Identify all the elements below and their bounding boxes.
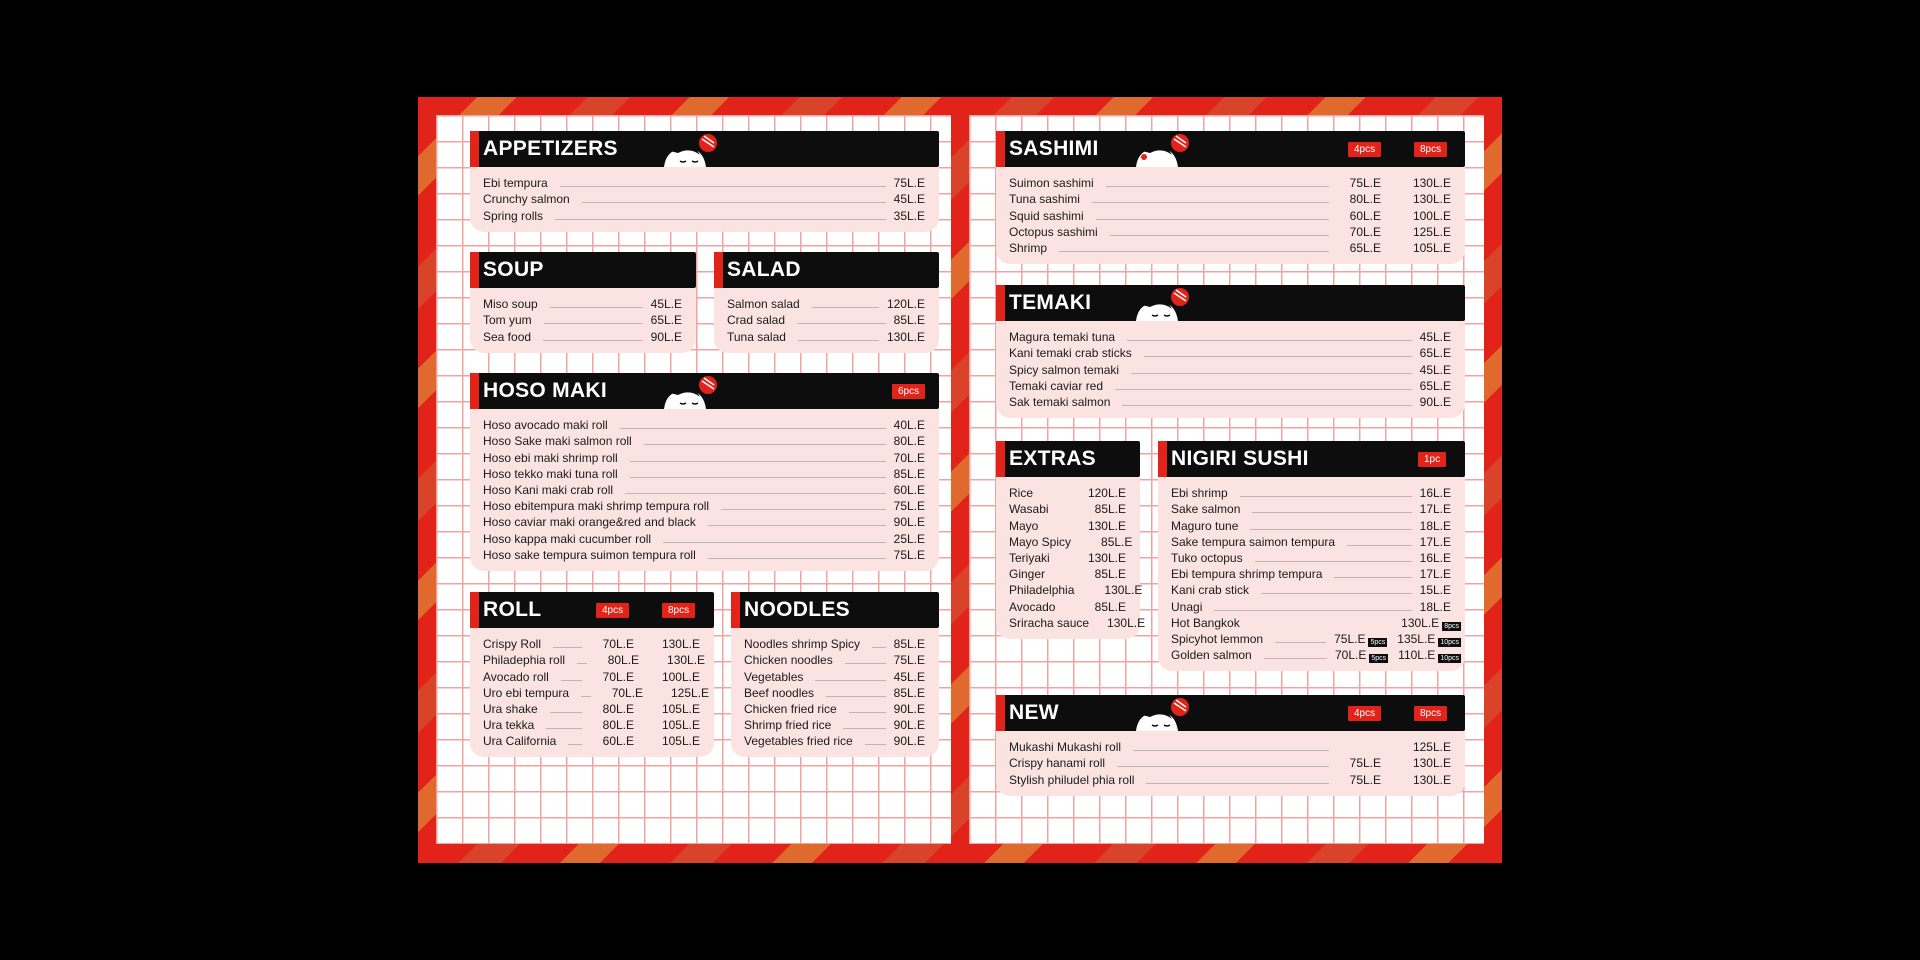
- menu-item: [1171, 566, 1451, 582]
- item-price: 70L.E: [1335, 648, 1367, 663]
- item-name: Hot Bangkok: [1171, 615, 1240, 630]
- item-price: 130L.E: [1412, 192, 1451, 207]
- item-price: 65L.E: [1349, 240, 1381, 255]
- menu-item: [1009, 739, 1451, 755]
- header-stripe: [731, 592, 740, 628]
- item-price: 70L.E: [602, 637, 634, 652]
- item-price: 35L.E: [893, 208, 925, 223]
- portion-tag: 8pcs: [662, 603, 695, 618]
- menu-item: [483, 530, 925, 546]
- menu-spread: [418, 97, 1502, 863]
- menu-item: [483, 417, 925, 433]
- menu-item: [483, 175, 925, 191]
- item-price: 105L.E: [661, 734, 700, 749]
- item-price: 75L.E: [893, 653, 925, 668]
- item-name: Mayo: [1009, 518, 1039, 533]
- menu-item: [1009, 378, 1451, 394]
- item-name: Shrimp fried rice: [744, 718, 832, 733]
- menu-item: [483, 328, 682, 344]
- item-name: Crad salad: [727, 313, 786, 328]
- item-name: Spicy salmon temaki: [1009, 362, 1120, 377]
- menu-item: [483, 296, 682, 312]
- item-price: 125L.E: [1412, 740, 1451, 755]
- item-name: Salmon salad: [727, 297, 800, 312]
- header-stripe: [1158, 441, 1167, 477]
- item-price: 90L.E: [650, 329, 682, 344]
- menu-item: [483, 433, 925, 449]
- item-name: Golden salmon: [1171, 648, 1252, 663]
- item-price: 45L.E: [1419, 362, 1451, 377]
- nigiri-section: [1158, 441, 1465, 671]
- extras-list: [996, 477, 1146, 639]
- section-title: SOUP: [483, 258, 544, 281]
- item-price: 80L.E: [1349, 192, 1381, 207]
- section-title: EXTRAS: [1009, 447, 1096, 470]
- item-price: 17L.E: [1419, 567, 1451, 582]
- item-name: Ebi shrimp: [1171, 486, 1228, 501]
- menu-item: [1009, 517, 1126, 533]
- item-price: 60L.E: [1349, 208, 1381, 223]
- temaki-header: [996, 285, 1465, 321]
- soup-header: [470, 252, 696, 288]
- menu-item: [483, 449, 925, 465]
- item-price: 85L.E: [1094, 599, 1126, 614]
- menu-item: [744, 685, 925, 701]
- item-name: Crispy hanami roll: [1009, 756, 1106, 771]
- portion-badge: 5pcs: [1371, 655, 1387, 663]
- item-price: 70L.E: [1349, 224, 1381, 239]
- menu-item: [1009, 534, 1133, 550]
- item-name: Maguro tune: [1171, 518, 1239, 533]
- salad-header: [714, 252, 939, 288]
- menu-item: [483, 685, 710, 701]
- item-name: Vegetables fried rice: [744, 734, 853, 749]
- item-price: 45L.E: [650, 297, 682, 312]
- noodles-list: [731, 628, 939, 757]
- menu-item: [483, 191, 925, 207]
- menu-item: [483, 466, 925, 482]
- portion-tag: 8pcs: [1414, 142, 1447, 157]
- item-price: 130L.E: [661, 637, 700, 652]
- temaki-section: [996, 285, 1465, 418]
- extras-header: [996, 441, 1140, 477]
- menu-item: [483, 514, 925, 530]
- item-name: Noodles shrimp Spicy: [744, 637, 861, 652]
- roll-section: [470, 592, 714, 757]
- item-name: Ura shake: [483, 701, 538, 716]
- item-price: 90L.E: [893, 515, 925, 530]
- item-name: Ebi tempura: [483, 176, 548, 191]
- item-price: 100L.E: [661, 669, 700, 684]
- noodles-header: [731, 592, 939, 628]
- appetizers-header: [470, 131, 939, 167]
- item-price: 130L.E: [1104, 583, 1143, 598]
- menu-item: [1171, 517, 1451, 533]
- menu-item: [744, 717, 925, 733]
- menu-item: [1009, 755, 1451, 771]
- menu-item: [1009, 615, 1146, 631]
- item-name: Philadelphia: [1009, 583, 1075, 598]
- menu-item: [1009, 394, 1451, 410]
- soup-list: [470, 288, 696, 353]
- portion-tag: 8pcs: [1414, 706, 1447, 721]
- item-name: Ginger: [1009, 567, 1046, 582]
- item-name: Kani crab stick: [1171, 583, 1250, 598]
- appetizers-section: [470, 131, 939, 232]
- sashimi-header: [996, 131, 1465, 167]
- item-price: 17L.E: [1419, 502, 1451, 517]
- header-stripe: [714, 252, 723, 288]
- item-price: 75L.E: [893, 176, 925, 191]
- menu-item: [744, 668, 925, 684]
- item-price: 65L.E: [1419, 346, 1451, 361]
- mascot-icon: [1122, 695, 1192, 731]
- item-price: 120L.E: [886, 297, 925, 312]
- item-name: Magura temaki tuna: [1009, 330, 1116, 345]
- item-name: Chicken fried rice: [744, 701, 837, 716]
- item-price: 17L.E: [1419, 534, 1451, 549]
- header-stripe: [996, 441, 1005, 477]
- header-stripe: [470, 592, 479, 628]
- menu-item: [1009, 224, 1451, 240]
- mascot-icon: [650, 131, 720, 167]
- noodles-section: [731, 592, 939, 757]
- item-name: Mayo Spicy: [1009, 534, 1072, 549]
- temaki-list: [996, 321, 1465, 418]
- header-stripe: [996, 131, 1005, 167]
- item-price: 65L.E: [1419, 378, 1451, 393]
- menu-item: [727, 312, 925, 328]
- item-name: Hoso kappa maki cucumber roll: [483, 531, 652, 546]
- item-name: Suimon sashimi: [1009, 176, 1094, 191]
- menu-item: [1009, 361, 1451, 377]
- item-name: Sake salmon: [1171, 502, 1241, 517]
- menu-item: [483, 701, 700, 717]
- item-price: 105L.E: [661, 718, 700, 733]
- item-name: Ura tekka: [483, 718, 535, 733]
- item-price: 80L.E: [893, 434, 925, 449]
- item-price: 90L.E: [893, 734, 925, 749]
- portion-badge: 10pcs: [1440, 638, 1459, 646]
- salad-list: [714, 288, 939, 353]
- item-price: 75L.E: [1349, 756, 1381, 771]
- item-name: Rice: [1009, 486, 1034, 501]
- header-stripe: [996, 695, 1005, 731]
- item-price: 45L.E: [1419, 330, 1451, 345]
- item-price: 85L.E: [1101, 534, 1133, 549]
- menu-item: [483, 482, 925, 498]
- item-price: 85L.E: [1094, 502, 1126, 517]
- salad-section: [714, 252, 939, 353]
- item-name: Octopus sashimi: [1009, 224, 1098, 239]
- item-price: 25L.E: [893, 531, 925, 546]
- sashimi-list: [996, 167, 1465, 264]
- item-name: Sake tempura saimon tempura: [1171, 534, 1336, 549]
- item-price: 70L.E: [611, 685, 644, 700]
- item-price: 120L.E: [1087, 486, 1126, 501]
- item-price: 70L.E: [893, 450, 925, 465]
- item-name: Hoso avocado maki roll: [483, 418, 608, 433]
- item-name: Tuna sashimi: [1009, 192, 1080, 207]
- item-price: 130L.E: [1107, 615, 1146, 630]
- menu-item: [744, 652, 925, 668]
- menu-item: [1171, 615, 1461, 631]
- menu-item: [1009, 501, 1126, 517]
- section-title: ROLL: [483, 598, 542, 621]
- menu-item: [1171, 534, 1451, 550]
- item-price: 85L.E: [893, 313, 925, 328]
- item-name: Uro ebi tempura: [483, 685, 570, 700]
- extras-section: [996, 441, 1146, 639]
- item-price: 70L.E: [602, 669, 634, 684]
- item-price: 40L.E: [893, 418, 925, 433]
- item-price: 80L.E: [607, 653, 640, 668]
- item-price: 130L.E: [1401, 615, 1440, 630]
- menu-item: [483, 207, 925, 223]
- menu-item: [1009, 485, 1126, 501]
- item-name: Unagi: [1171, 599, 1203, 614]
- item-price: 75L.E: [1334, 631, 1366, 646]
- item-price: 18L.E: [1419, 599, 1451, 614]
- menu-item: [483, 547, 925, 563]
- section-title: NEW: [1009, 701, 1059, 724]
- header-stripe: [470, 252, 479, 288]
- menu-item: [483, 733, 700, 749]
- menu-item: [1009, 345, 1451, 361]
- item-name: Tom yum: [483, 313, 532, 328]
- item-name: Temaki caviar red: [1009, 378, 1104, 393]
- menu-item: [744, 636, 925, 652]
- menu-item: [1009, 329, 1451, 345]
- menu-item: [483, 652, 706, 668]
- item-price: 80L.E: [602, 718, 634, 733]
- item-price: 130L.E: [1412, 772, 1451, 787]
- menu-item: [1171, 582, 1451, 598]
- item-name: Avocado roll: [483, 669, 549, 684]
- left-page: [436, 115, 951, 844]
- item-name: Teriyaki: [1009, 550, 1050, 565]
- item-name: Hoso tekko maki tuna roll: [483, 466, 618, 481]
- item-name: Vegetables: [744, 669, 804, 684]
- item-price: 125L.E: [1412, 224, 1451, 239]
- new-header: [996, 695, 1465, 731]
- item-name: Shrimp: [1009, 240, 1048, 255]
- item-name: Hoso Sake maki salmon roll: [483, 434, 632, 449]
- header-stripe: [996, 285, 1005, 321]
- item-price: 130L.E: [1087, 518, 1126, 533]
- section-title: SASHIMI: [1009, 137, 1099, 160]
- item-price: 105L.E: [661, 701, 700, 716]
- item-name: Beef noodles: [744, 685, 815, 700]
- item-price: 105L.E: [1412, 240, 1451, 255]
- item-price: 130L.E: [1087, 550, 1126, 565]
- item-name: Avocado: [1009, 599, 1056, 614]
- menu-item: [727, 296, 925, 312]
- item-name: Ebi tempura shrimp tempura: [1171, 567, 1323, 582]
- header-stripe: [470, 373, 479, 409]
- menu-item: [1171, 598, 1451, 614]
- soup-section: [470, 252, 696, 353]
- menu-item: [483, 668, 700, 684]
- mascot-icon: [650, 373, 720, 409]
- item-name: Tuko octopus: [1171, 550, 1243, 565]
- section-title: NOODLES: [744, 598, 850, 621]
- item-price: 90L.E: [893, 701, 925, 716]
- item-price: 60L.E: [893, 482, 925, 497]
- item-price: 130L.E: [1412, 756, 1451, 771]
- item-price: 135L.E: [1397, 631, 1436, 646]
- new-section: [996, 695, 1465, 796]
- item-price: 125L.E: [671, 685, 710, 700]
- item-price: 100L.E: [1412, 208, 1451, 223]
- portion-tag: 1pc: [1418, 452, 1446, 467]
- new-list: [996, 731, 1465, 796]
- mascot-icon: [1122, 285, 1192, 321]
- header-stripe: [470, 131, 479, 167]
- nigiri-list: [1158, 477, 1465, 671]
- item-price: 65L.E: [650, 313, 682, 328]
- item-price: 75L.E: [1349, 772, 1381, 787]
- item-price: 90L.E: [893, 718, 925, 733]
- item-name: Miso soup: [483, 297, 538, 312]
- menu-item: [1009, 598, 1126, 614]
- item-price: 15L.E: [1419, 583, 1451, 598]
- hoso-maki-list: [470, 409, 939, 571]
- portion-badge: 8pcs: [1444, 622, 1459, 630]
- menu-item: [1171, 631, 1461, 647]
- item-price: 90L.E: [1419, 394, 1451, 409]
- item-name: Sak temaki salmon: [1009, 394, 1111, 409]
- menu-item: [1009, 566, 1126, 582]
- menu-item: [744, 701, 925, 717]
- item-price: 75L.E: [893, 499, 925, 514]
- item-price: 75L.E: [893, 547, 925, 562]
- mascot-icon: [1122, 131, 1192, 167]
- item-name: Hoso ebitempura maki shrimp tempura roll: [483, 499, 710, 514]
- portion-badge: 5pcs: [1370, 638, 1386, 646]
- menu-item: [483, 312, 682, 328]
- item-name: Wasabi: [1009, 502, 1049, 517]
- item-price: 45L.E: [893, 192, 925, 207]
- menu-item: [1171, 550, 1451, 566]
- item-name: Spicyhot lemmon: [1171, 631, 1264, 646]
- item-price: 85L.E: [893, 685, 925, 700]
- nigiri-header: [1158, 441, 1465, 477]
- item-name: Ura California: [483, 734, 557, 749]
- appetizers-list: [470, 167, 939, 232]
- portion-tag: 4pcs: [1348, 706, 1381, 721]
- item-name: Hoso Kani maki crab roll: [483, 482, 614, 497]
- section-title: NIGIRI SUSHI: [1171, 447, 1309, 470]
- right-page: [969, 115, 1484, 844]
- item-price: 130L.E: [1412, 176, 1451, 191]
- item-name: Stylish philudel phia roll: [1009, 772, 1135, 787]
- hoso-maki-header: [470, 373, 939, 409]
- section-title: SALAD: [727, 258, 801, 281]
- item-price: 85L.E: [893, 637, 925, 652]
- section-title: HOSO MAKI: [483, 379, 608, 402]
- item-price: 18L.E: [1419, 518, 1451, 533]
- item-price: 85L.E: [1094, 567, 1126, 582]
- section-title: APPETIZERS: [483, 137, 618, 160]
- menu-item: [1171, 501, 1451, 517]
- menu-item: [483, 717, 700, 733]
- menu-item: [1009, 191, 1451, 207]
- item-price: 75L.E: [1349, 176, 1381, 191]
- item-price: 85L.E: [893, 466, 925, 481]
- item-name: Mukashi Mukashi roll: [1009, 740, 1122, 755]
- menu-item: [1009, 240, 1451, 256]
- hoso-maki-section: [470, 373, 939, 571]
- portion-tag: 4pcs: [1348, 142, 1381, 157]
- menu-item: [483, 636, 700, 652]
- portion-badge: 10pcs: [1440, 655, 1459, 663]
- menu-item: [1009, 175, 1451, 191]
- item-price: 130L.E: [886, 329, 925, 344]
- item-price: 45L.E: [893, 669, 925, 684]
- roll-list: [470, 628, 714, 757]
- menu-item: [1171, 647, 1461, 663]
- item-name: Chicken noodles: [744, 653, 833, 668]
- item-price: 80L.E: [602, 701, 634, 716]
- item-name: Kani temaki crab sticks: [1009, 346, 1132, 361]
- item-price: 16L.E: [1419, 486, 1451, 501]
- menu-item: [483, 498, 925, 514]
- menu-item: [1009, 550, 1126, 566]
- item-name: Hoso ebi maki shrimp roll: [483, 450, 618, 465]
- item-name: Squid sashimi: [1009, 208, 1084, 223]
- item-price: 16L.E: [1419, 550, 1451, 565]
- portion-tag: 4pcs: [596, 603, 629, 618]
- sashimi-section: [996, 131, 1465, 264]
- item-name: Crispy Roll: [483, 637, 542, 652]
- menu-item: [1009, 771, 1451, 787]
- item-name: Hoso sake tempura suimon tempura roll: [483, 547, 696, 562]
- menu-item: [1009, 207, 1451, 223]
- item-name: Sriracha sauce: [1009, 615, 1090, 630]
- item-name: Philadephia roll: [483, 653, 566, 668]
- menu-item: [727, 328, 925, 344]
- item-name: Tuna salad: [727, 329, 786, 344]
- item-name: Sea food: [483, 329, 532, 344]
- item-price: 110L.E: [1398, 648, 1436, 663]
- item-name: Hoso caviar maki orange&red and black: [483, 515, 696, 530]
- roll-header: [470, 592, 714, 628]
- section-title: TEMAKI: [1009, 291, 1092, 314]
- menu-item: [1009, 582, 1143, 598]
- portion-tag: 6pcs: [892, 384, 925, 399]
- item-name: Crunchy salmon: [483, 192, 570, 207]
- item-price: 60L.E: [602, 734, 634, 749]
- item-name: Spring rolls: [483, 208, 544, 223]
- menu-item: [744, 733, 925, 749]
- menu-item: [1171, 485, 1451, 501]
- item-price: 130L.E: [667, 653, 706, 668]
